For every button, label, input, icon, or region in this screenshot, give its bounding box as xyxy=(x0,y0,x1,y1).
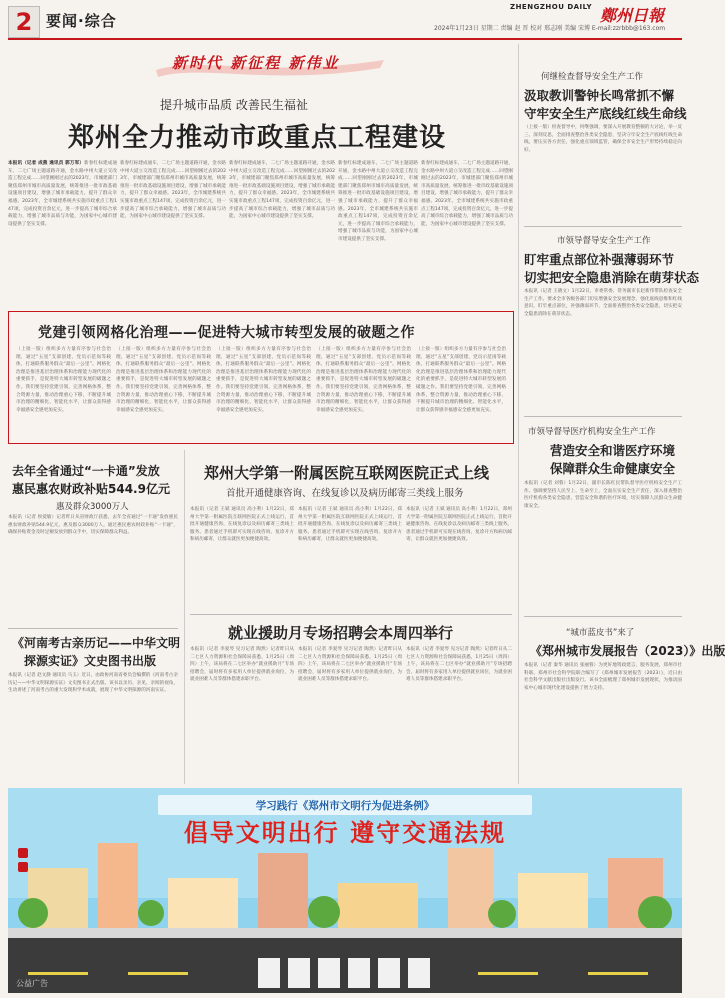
lead-byline: 本报讯（记者 成燕 通讯员 郭万军） xyxy=(8,161,85,166)
hospital-divider xyxy=(190,614,512,615)
poster-side-icon xyxy=(18,848,28,858)
right-s2-divider xyxy=(524,416,682,417)
poster-lane-line xyxy=(588,972,648,975)
poster-crosswalk-stripe xyxy=(378,958,400,988)
lead-body-col-4: 新春红标建成通车，二七广场主题道路开通，金水路中州大道立交改造工程完成……回望刚刚过去的2023年，市城建部门聚焦郑州市城市高质量发展，统筹推进一批市政基础设施项目建设，增强了城市承载能力，提升了群众幸福感。2023年，全市城建系统共实施市政重点工程147项，完成投资百余亿元，进一步提高了城市综合承载能力，增强了城市品质与功能，为国家中心城市建设提供了坚实支撑。 xyxy=(338,161,418,242)
feature-body-col-1: （上接一版）组织多方力量有序参与社会治理，通过“五星”支部创建、党员示范岗等载体，打通联系服务群众“最后一公里”。网格化治理是推进基层治理体系和治理能力现代化的重要抓手，是促进特大城市转型发展的破题之作。我们要坚持党建引领，完善网格体系，整合资源力量，推动治理重心下移，不断提升城市治理的精细化、智能化水平，让群众获得感幸福感安全感更加充实。 xyxy=(16,347,111,413)
jobs-headline: 就业援助月专场招聘会本周四举行 xyxy=(228,624,454,642)
feature-body-col-5: （上接一版）组织多方力量有序参与社会治理，通过“五星”支部创建、党员示范岗等载体，打通联系服务群众“最后一公里”。网格化治理是推进基层治理体系和治理能力现代化的重要抓手，是促进特大城市转型发展的破题之作。我们要坚持党建引领，完善网格体系，整合资源力量，推动治理重心下移，不断提升城市治理的精细化、智能化水平，让群众获得感幸福感安全感更加充实。 xyxy=(416,347,506,413)
poster-sidewalk xyxy=(8,928,682,938)
left-column-divider xyxy=(184,450,185,784)
poster-building xyxy=(258,853,308,938)
lead-body-col-1 xyxy=(8,160,117,306)
poster-tree xyxy=(488,900,516,928)
poster-crosswalk-stripe xyxy=(408,958,430,988)
poster-tree xyxy=(138,900,164,926)
left-story2-body: 本报讯（记者 赵文静 通讯员 马玉）近日，由政协河南省委员会编撰的《河南考古亲历记——中华文明探源实证》文史图书正式出版。该书以亲历、亲见、亲闻的视角，生动讲述了河南考古的重大发现和学术成就，展现了中华文明探源的河南实证。 xyxy=(8,673,178,694)
column-divider xyxy=(518,44,519,784)
left-story1-body: 本报讯（记者 侯爱敏）记者昨日从省财政厅获悉，去年全省通过“一卡通”发放惠民惠农财政补贴544.9亿元，惠及群众3000万人。通过惠民惠农财政补贴“一卡通”，确保补贴资金及时足额发放到群众手中，切实保障群众利益。 xyxy=(8,515,178,536)
right-s2-headline-1: 盯牢重点部位补强薄弱环节 xyxy=(524,252,675,267)
left-story1-divider xyxy=(8,628,178,629)
left-story2-headline-1: 《河南考古亲历记——中华文明 xyxy=(12,636,181,650)
dateline: 2024年1月23日 星期二 责编 赵 晋 校对 邢志刚 美编 宋博 E-mail:zzrbbb@163.com xyxy=(434,25,666,32)
page-number: 2 xyxy=(8,6,40,38)
slogan-text: 新时代 新征程 新伟业 xyxy=(172,54,340,72)
left-story1-sub: 惠及群众3000万人 xyxy=(56,502,129,512)
lead-body-col-3: 新春红标建成通车，二七广场主题道路开通，金水路中州大道立交改造工程完成……回望刚刚过去的2023年，市城建部门聚焦郑州市城市高质量发展，统筹推进一批市政基础设施项目建设，增强了城市承载能力，提升了群众幸福感。2023年，全市城建系统共实施市政重点工程147项，完成投资百余亿元，进一步提高了城市综合承载能力，增强了城市品质与功能，为国家中心城市建设提供了坚实支撑。 xyxy=(229,161,335,220)
header-rule xyxy=(8,38,682,40)
poster-crosswalk-stripe xyxy=(258,958,280,988)
poster-tree xyxy=(638,896,672,930)
poster-lane-line xyxy=(128,972,188,975)
right-s3-body: 本报讯（记者 刘蓉）1月22日，副市长陈红民带队督导医疗机构安全生产工作。强调要坚持人民至上、生命至上，全面压实安全生产责任，深入排查整治医疗机构各类安全隐患，营造安全和谐的医疗环境，切实保障人民群众生命健康安全。 xyxy=(524,481,682,509)
right-s4-body: 本报讯（记者 秦华 通讯员 张丽蓉）为更好地资政建言、服务发展，郑州市社科联、郑州市社会科学院联合编写了《郑州城市发展报告（2023）》，近日由社会科学文献出版社出版发行。该书全面梳理了郑州城市发展现状，为推动国家中心城市现代化建设提供了智力支持。 xyxy=(524,663,682,691)
section-name: 要闻·综合 xyxy=(46,12,117,30)
hospital-body-col-3: 本报讯（记者 王斌 通讯员 高小利）1月22日，郑州大学第一附属医院互联网医院正式上线运行，首批开通健康咨询、在线复诊以及病历邮寄三类线上服务。患者通过手机即可实现在线咨询、复诊开方和病历邮寄，让群众就医更加便捷高效。 xyxy=(406,507,512,543)
poster-building xyxy=(98,843,138,938)
right-s3-label: 市领导督导医疗机构安全生产工作 xyxy=(528,427,656,437)
jobs-body-col-2: 本报讯（记者 李爱琴 见习记者 陶然）记者昨日从二七区人力资源和社会保障局获悉，1月25日（周四）上午，该局将在二七区举办“就业援助月”专场招聘会，届时将有多家用人单位提供就业岗位，为就业困难人员等群体搭建求职平台。 xyxy=(298,647,402,683)
lead-body-col-5: 新春红标建成通车，二七广场主题道路开通，金水路中州大道立交改造工程完成……回望刚刚过去的2023年，市城建部门聚焦郑州市城市高质量发展，统筹推进一批市政基础设施项目建设，增强了城市承载能力，提升了群众幸福感。2023年，全市城建系统共实施市政重点工程147项，完成投资百余亿元，进一步提高了城市综合承载能力，增强了城市品质与功能，为国家中心城市建设提供了坚实支撑。 xyxy=(421,161,513,227)
jobs-body-col-3: 本报讯（记者 李爱琴 见习记者 陶然）记者昨日从二七区人力资源和社会保障局获悉，1月25日（周四）上午，该局将在二七区举办“就业援助月”专场招聘会，届时将有多家用人单位提供就业岗位，为就业困难人员等群体搭建求职平台。 xyxy=(406,647,512,683)
poster-side-icon xyxy=(18,862,28,872)
hospital-headline: 郑州大学第一附属医院互联网医院正式上线 xyxy=(204,464,490,482)
feature-body-col-3: （上接一版）组织多方力量有序参与社会治理，通过“五星”支部创建、党员示范岗等载体，打通联系服务群众“最后一公里”。网格化治理是推进基层治理体系和治理能力现代化的重要抓手，是促进特大城市转型发展的破题之作。我们要坚持党建引领，完善网格体系，整合资源力量，推动治理重心下移，不断提升城市治理的精细化、智能化水平，让群众获得感幸福感安全感更加充实。 xyxy=(216,347,311,413)
poster-lane-line xyxy=(478,972,538,975)
poster-tree xyxy=(308,896,340,928)
left-story1-headline-1: 去年全省通过“一卡通”发放 xyxy=(12,464,160,478)
hospital-body-col-1: 本报讯（记者 王斌 通讯员 高小利）1月22日，郑州大学第一附属医院互联网医院正式上线运行，首批开通健康咨询、在线复诊以及病历邮寄三类线上服务。患者通过手机即可实现在线咨询、复诊开方和病历邮寄，让群众就医更加便捷高效。 xyxy=(190,507,294,543)
poster-credit: 公益广告 xyxy=(16,979,48,988)
lead-headline: 郑州全力推动市政重点工程建设 xyxy=(68,123,447,153)
left-story2-headline-2: 探源实证》文史图书出版 xyxy=(24,654,157,668)
poster-slogan: 倡导文明出行 遵守交通法规 xyxy=(183,819,507,847)
right-s1-label: 何继检查督导安全生产工作 xyxy=(541,72,644,82)
right-s3-headline-2: 保障群众生命健康安全 xyxy=(550,461,676,476)
right-s2-body: 本报讯（记者 王晓文）1月22日，市委常委、常务副市长赵新伟带队检查安全生产工作。要求全市各级各部门切实增强安全发展理念，强化底线思维和红线意识，盯牢重点部位，补强薄弱环节，全面排查整治各类安全隐患，切实把安全隐患消除在萌芽状态。 xyxy=(524,289,682,317)
right-s4-label: “城市蓝皮书”来了 xyxy=(566,628,635,638)
poster-lane-line xyxy=(28,972,88,975)
lead-kicker: 提升城市品质 改善民生福祉 xyxy=(160,98,308,112)
poster-crosswalk-stripe xyxy=(348,958,370,988)
right-s1-headline-2: 守牢安全生产底线红线生命线 xyxy=(524,106,687,121)
poster-banner-text: 学习践行《郑州市文明行为促进条例》 xyxy=(255,800,435,812)
jobs-body-col-1: 本报讯（记者 李爱琴 见习记者 陶然）记者昨日从二七区人力资源和社会保障局获悉，1月25日（周四）上午，该局将在二七区举办“就业援助月”专场招聘会，届时将有多家用人单位提供就业岗位，为就业困难人员等群体搭建求职平台。 xyxy=(190,647,294,683)
hospital-body-col-2: 本报讯（记者 王斌 通讯员 高小利）1月22日，郑州大学第一附属医院互联网医院正式上线运行，首批开通健康咨询、在线复诊以及病历邮寄三类线上服务。患者通过手机即可实现在线咨询、复诊开方和病历邮寄，让群众就医更加便捷高效。 xyxy=(298,507,402,543)
right-s2-label: 市领导督导安全生产工作 xyxy=(557,236,651,246)
poster-road xyxy=(8,938,682,993)
hospital-sub: 首批开通健康咨询、在线复诊以及病历邮寄三类线上服务 xyxy=(226,488,464,499)
right-s4-headline: 《郑州城市发展报告（2023）》出版 xyxy=(530,644,725,658)
right-s2-headline-2: 切实把安全隐患消除在萌芽状态 xyxy=(524,270,700,285)
right-s1-headline-1: 汲取教训警钟长鸣常抓不懈 xyxy=(524,88,675,103)
poster-crosswalk-stripe xyxy=(288,958,310,988)
poster-tree xyxy=(18,898,48,928)
civility-poster xyxy=(8,788,682,993)
right-s1-body: （上接一版）检查督导中，何继强调，要深入开展教育整顿的大讨论，举一反三、深刻反思，全面排查整治各类安全隐患，坚决守牢安全生产底线红线生命线。要压实各方责任，强化重点领域监管，确保全市安全生产形势持续稳定向好。 xyxy=(524,125,682,153)
feature-headline: 党建引领网格化治理——促进特大城市转型发展的破题之作 xyxy=(38,325,415,341)
feature-body-col-4: （上接一版）组织多方力量有序参与社会治理，通过“五星”支部创建、党员示范岗等载体，打通联系服务群众“最后一公里”。网格化治理是推进基层治理体系和治理能力现代化的重要抓手，是促进特大城市转型发展的破题之作。我们要坚持党建引领，完善网格体系，整合资源力量，推动治理重心下移，不断提升城市治理的精细化、智能化水平，让群众获得感幸福感安全感更加充实。 xyxy=(316,347,411,413)
left-story1-headline-2: 惠民惠农财政补贴544.9亿元 xyxy=(12,482,170,496)
masthead-pinyin: ZHENGZHOU DAILY xyxy=(510,3,593,11)
poster-building xyxy=(448,848,493,938)
poster-crosswalk-stripe xyxy=(318,958,340,988)
right-s1-divider xyxy=(524,226,682,227)
masthead-logo: 鄭州日報 xyxy=(600,6,665,25)
feature-body-col-2: （上接一版）组织多方力量有序参与社会治理，通过“五星”支部创建、党员示范岗等载体，打通联系服务群众“最后一公里”。网格化治理是推进基层治理体系和治理能力现代化的重要抓手，是促进特大城市转型发展的破题之作。我们要坚持党建引领，完善网格体系，整合资源力量，推动治理重心下移，不断提升城市治理的精细化、智能化水平，让群众获得感幸福感安全感更加充实。 xyxy=(116,347,211,413)
lead-body-col-2: 新春红标建成通车，二七广场主题道路开通，金水路中州大道立交改造工程完成……回望刚刚过去的2023年，市城建部门聚焦郑州市城市高质量发展，统筹推进一批市政基础设施项目建设，增强了城市承载能力，提升了群众幸福感。2023年，全市城建系统共实施市政重点工程147项，完成投资百余亿元，进一步提高了城市综合承载能力，增强了城市品质与功能，为国家中心城市建设提供了坚实支撑。 xyxy=(120,161,226,220)
lead-body: 新春红标建成通车，二七广场主题道路开通，金水路中州大道立交改造工程完成……回望刚刚过去的2023年，市城建部门聚焦郑州市城市高质量发展，统筹推进一批市政基础设施项目建设，增强了城市承载能力，提升了群众幸福感。2023年，全市城建系统共实施市政重点工程147项，完成投资百余亿元，进一步提高了城市综合承载能力，增强了城市品质与功能，为国家中心城市建设提供了坚实支撑。 xyxy=(8,161,117,227)
right-s3-headline-1: 营造安全和谐医疗环境 xyxy=(550,443,676,458)
right-s3-divider xyxy=(524,616,682,617)
